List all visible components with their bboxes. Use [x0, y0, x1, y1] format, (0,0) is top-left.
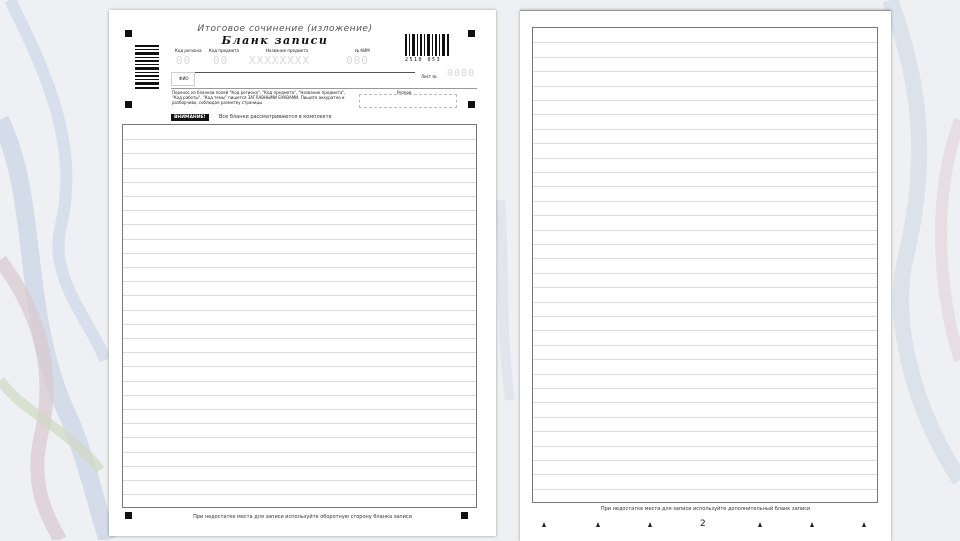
ruled-line: [123, 480, 476, 481]
field-code-region[interactable]: 00: [176, 54, 192, 67]
answer-sheet-back: [520, 10, 891, 541]
ruled-line: [123, 395, 476, 396]
ruled-line: [533, 201, 877, 202]
barcode-horizontal: [405, 34, 451, 56]
ruled-line: [533, 258, 877, 259]
ruled-line: [123, 281, 476, 282]
ruled-line: [533, 402, 877, 403]
ruled-line: [533, 143, 877, 144]
ruled-line: [123, 253, 476, 254]
ruled-line: [533, 431, 877, 432]
ruled-line: [533, 446, 877, 447]
corner-marker: [468, 101, 475, 108]
ruled-line: [533, 345, 877, 346]
ruled-line: [533, 172, 877, 173]
ruled-line: [123, 494, 476, 495]
corner-marker: [125, 30, 132, 37]
barcode-number: 2510 053: [405, 57, 442, 63]
corner-marker: [468, 30, 475, 37]
field-page[interactable]: 0000: [447, 68, 476, 79]
header-divider: [171, 72, 415, 73]
instructions-text: Перенос из бланков полей "Код региона", "Код предмета", "Название предмета", "Код работы", "Код темы" пишется ЗАГЛАВНЫМИ БУКВАМИ. Пишите аккуратно и разборчиво, соблюдая разметку страницы: [172, 90, 346, 105]
ruled-line: [123, 338, 476, 339]
field-kim[interactable]: 000: [346, 54, 369, 67]
ruled-line: [123, 423, 476, 424]
field-subject-name[interactable]: ХХХХХХХХ: [249, 54, 310, 67]
ruled-line: [123, 381, 476, 382]
form-title: Итоговое сочинение (изложение): [197, 24, 373, 34]
writing-area[interactable]: [122, 124, 477, 508]
warning-badge: ВНИМАНИЕ!: [171, 114, 209, 121]
ruled-line: [123, 210, 476, 211]
triangle-marker: [810, 522, 814, 527]
warning-text: Все бланки рассматриваются в комплекте: [219, 114, 332, 120]
ruled-line: [533, 316, 877, 317]
label-fio: ФИО: [179, 76, 189, 81]
ruled-line: [533, 330, 877, 331]
ruled-line: [123, 310, 476, 311]
label-kim: № КИМ: [355, 48, 370, 53]
triangle-marker: [862, 522, 866, 527]
answer-sheet-front: [109, 10, 496, 536]
ruled-line: [123, 139, 476, 140]
ruled-line: [123, 196, 476, 197]
ruled-line: [533, 100, 877, 101]
ruled-line: [123, 409, 476, 410]
ruled-line: [123, 182, 476, 183]
writing-area[interactable]: [532, 27, 878, 503]
ruled-line: [533, 460, 877, 461]
ruled-line: [533, 474, 877, 475]
ruled-line: [533, 359, 877, 360]
ruled-line: [533, 71, 877, 72]
ruled-line: [123, 452, 476, 453]
ruled-line: [123, 239, 476, 240]
ruled-line: [533, 302, 877, 303]
barcode-vertical: [135, 45, 159, 89]
triangle-marker: [648, 522, 652, 527]
ruled-line: [533, 129, 877, 130]
ruled-line: [123, 153, 476, 154]
header-divider: [171, 88, 477, 89]
corner-marker: [125, 101, 132, 108]
ruled-line: [123, 437, 476, 438]
ruled-line: [533, 273, 877, 274]
ruled-line: [123, 267, 476, 268]
ruled-line: [123, 295, 476, 296]
ruled-line: [533, 287, 877, 288]
ruled-line: [533, 388, 877, 389]
page-number: 2: [700, 519, 706, 529]
field-subject-code[interactable]: 00: [213, 54, 229, 67]
ruled-line: [533, 186, 877, 187]
ruled-line: [533, 489, 877, 490]
ruled-line: [533, 114, 877, 115]
ruled-line: [123, 168, 476, 169]
triangle-marker: [758, 522, 762, 527]
ruled-line: [123, 224, 476, 225]
ruled-line: [123, 366, 476, 367]
footer-note: При недостатке места для записи используйте оборотную сторону бланка записи: [193, 514, 412, 520]
ruled-line: [123, 352, 476, 353]
label-subject-name: Название предмета: [266, 48, 308, 53]
footer-note: При недостатке места для записи используйте дополнительный бланк записи: [600, 506, 811, 512]
field-fio[interactable]: [171, 72, 195, 86]
ruled-line: [533, 417, 877, 418]
triangle-marker: [542, 522, 546, 527]
ruled-line: [123, 466, 476, 467]
ruled-line: [533, 158, 877, 159]
ruled-line: [533, 215, 877, 216]
ruled-line: [533, 57, 877, 58]
label-code-region: Код региона: [175, 48, 202, 53]
label-reserve: Резерв: [397, 90, 412, 95]
ruled-line: [533, 86, 877, 87]
ruled-line: [533, 374, 877, 375]
ruled-line: [533, 42, 877, 43]
label-page: Лист №: [421, 74, 437, 79]
label-subject-code: Код предмета: [209, 48, 239, 53]
form-subtitle: Бланк записи: [221, 34, 329, 47]
ruled-line: [123, 324, 476, 325]
reserve-box: [359, 94, 457, 108]
ruled-line: [533, 244, 877, 245]
triangle-marker: [596, 522, 600, 527]
ruled-line: [533, 230, 877, 231]
